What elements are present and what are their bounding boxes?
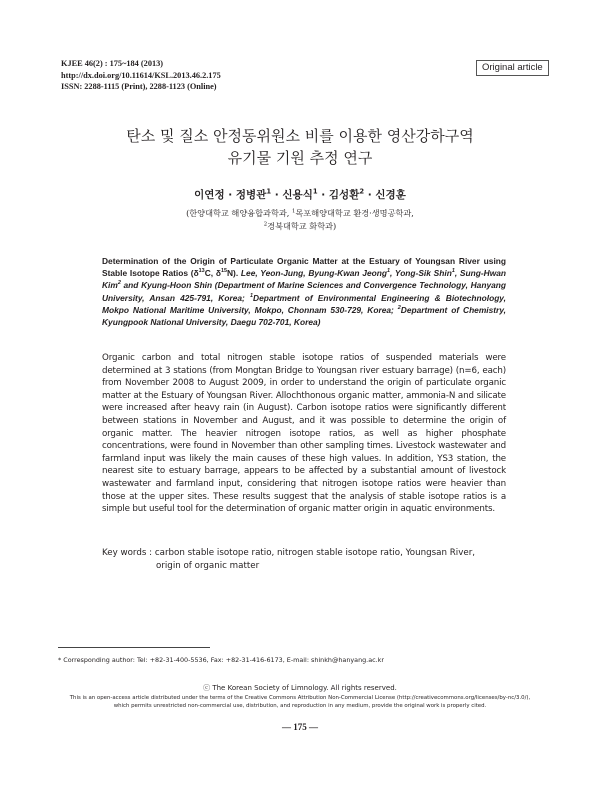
journal-citation: KJEE 46(2) : 175~184 (2013) bbox=[61, 59, 164, 68]
article-type-badge: Original article bbox=[476, 60, 549, 76]
author-separator: · bbox=[321, 189, 326, 201]
affiliation-mark: 2 bbox=[397, 305, 401, 312]
article-metadata bbox=[61, 58, 221, 93]
copyright: ⓒ The Korean Society of Limnology. All rights reserved. bbox=[203, 684, 397, 692]
english-title: Determination of the Origin of Particulate Organic Matter at the Estuary of Youngsan River using Stable Isotope Ratios (δ bbox=[102, 256, 506, 279]
affiliation-text: 경북대학교 화학과) bbox=[267, 221, 337, 231]
korean-title-line-2: 유기물 기원 추정 연구 bbox=[227, 149, 373, 167]
english-affiliations: and Kyung-Hoon Shin (Department of Marine Sciences and Convergence Technology, Hanyang University, Ansan 425-791, Korea; bbox=[102, 280, 506, 303]
english-title-block bbox=[102, 255, 506, 328]
keywords-label: Key words : bbox=[102, 548, 155, 558]
affiliation-mark: 1 bbox=[386, 268, 390, 275]
korean-affiliations bbox=[60, 207, 540, 233]
english-authors: , Sung-Hwan Kim bbox=[102, 268, 506, 291]
affiliation-mark: 1 bbox=[291, 208, 296, 215]
license-line-1: This is an open-access article distributed under the terms of the Creative Commons Attribution Non-Commercial License (http://creativecommons.org/licenses/by-nc/3.0/), bbox=[69, 695, 531, 701]
affiliation-mark: 1 bbox=[249, 292, 254, 299]
author-name: 김성환 bbox=[328, 189, 360, 201]
keywords bbox=[102, 547, 512, 572]
author-affiliation-mark: 2 bbox=[359, 187, 365, 196]
affiliation-mark: 2 bbox=[263, 221, 268, 228]
author-name: 이연정 bbox=[194, 189, 225, 201]
keywords-line-1: carbon stable isotope ratio, nitrogen stable isotope ratio, Youngsan River, bbox=[154, 548, 476, 558]
isotope-mark: 13 bbox=[198, 268, 205, 275]
page-number: — 175 — bbox=[282, 722, 318, 732]
english-authors: , Yong-Sik Shin bbox=[389, 268, 452, 279]
author-name: 정병관 bbox=[235, 189, 267, 201]
footnote-divider bbox=[58, 647, 210, 648]
corresponding-author-footnote: * Corresponding author: Tel: +82-31-400-5536, Fax: +82-31-416-6173, E-mail: shinkh@hanyang.ac.kr bbox=[58, 656, 384, 664]
affiliation-text: 목포해양대학교 환경·생명공학과, bbox=[295, 208, 414, 218]
korean-affiliation-line-1 bbox=[60, 207, 540, 220]
affiliation-mark: 2 bbox=[117, 280, 121, 287]
author-separator: · bbox=[274, 189, 279, 201]
license-line-2: which permits unrestricted non-commercial use, distribution, and reproduction in any medium, provide the original work is properly cited. bbox=[113, 703, 487, 709]
isotope-mark: 15 bbox=[220, 268, 227, 275]
issn: ISSN: 2288-1115 (Print), 2288-1123 (Online) bbox=[61, 82, 217, 91]
license-notice bbox=[40, 694, 560, 710]
korean-title bbox=[60, 125, 540, 169]
english-title: C, δ bbox=[204, 268, 221, 279]
affiliation-text: (한양대학교 해양융합과학과, bbox=[186, 208, 292, 218]
keywords-line-2: origin of organic matter bbox=[156, 560, 260, 571]
english-title: N). bbox=[227, 268, 239, 279]
korean-affiliation-line-2 bbox=[60, 220, 540, 233]
author-name: 신용식 bbox=[282, 189, 313, 201]
korean-title-line-1: 탄소 및 질소 안정동위원소 비를 이용한 영산강하구역 bbox=[126, 127, 474, 145]
doi-link[interactable]: http://dx.doi.org/10.11614/KSL.2013.46.2.175 bbox=[61, 70, 221, 80]
author-affiliation-mark: 1 bbox=[266, 187, 272, 196]
author-separator: · bbox=[228, 189, 233, 201]
english-authors: Lee, Yeon-Jung, Byung-Kwan Jeong bbox=[238, 268, 387, 279]
abstract: Organic carbon and total nitrogen stable isotope ratios of suspended materials were determined at 3 stations (from Mongtan Bridge to Youngsan river estuary barrage) (n=6, each) from November 2008 to August 2009, in order to understand the origin of particulate organic matter at the Estuary of Youngsan River. Allochthonous organic matter, ammonia-N and silicate were increased after heavy rain (in August). Carbon isotope ratios were significantly different between stations in November and August, and it was possible to determine the origin of organic matter. The heavier nitrogen isotope ratios, as well as higher phosphate concentrations, were found in November than other sampling times. Livestock wastewater and farmland input was likely the main causes of these high values. In addition, YS3 station, the nearest site to estuary barrage, appears to be affected by a substantial amount of livestock wastewater and farmland input, considering that nitrogen isotope ratios were heavier than those at the upper sites. These results suggest that the analysis of stable isotope ratios is a simple but useful tool for the determination of organic matter origin in aquatic environments. bbox=[102, 353, 506, 515]
korean-authors bbox=[60, 187, 540, 202]
author-name: 신경훈 bbox=[375, 189, 406, 201]
english-affiliations: Department of Environmental Engineering & Biotechnology, Mokpo National Maritime University, Mokpo, Chonnam 530-729, Korea; bbox=[102, 292, 506, 315]
author-separator: · bbox=[367, 189, 372, 201]
affiliation-mark: 1 bbox=[451, 268, 455, 275]
author-affiliation-mark: 1 bbox=[312, 187, 318, 196]
english-affiliations: Department of Chemistry, Kyungpook National University, Daegu 702-701, Korea) bbox=[102, 304, 506, 328]
